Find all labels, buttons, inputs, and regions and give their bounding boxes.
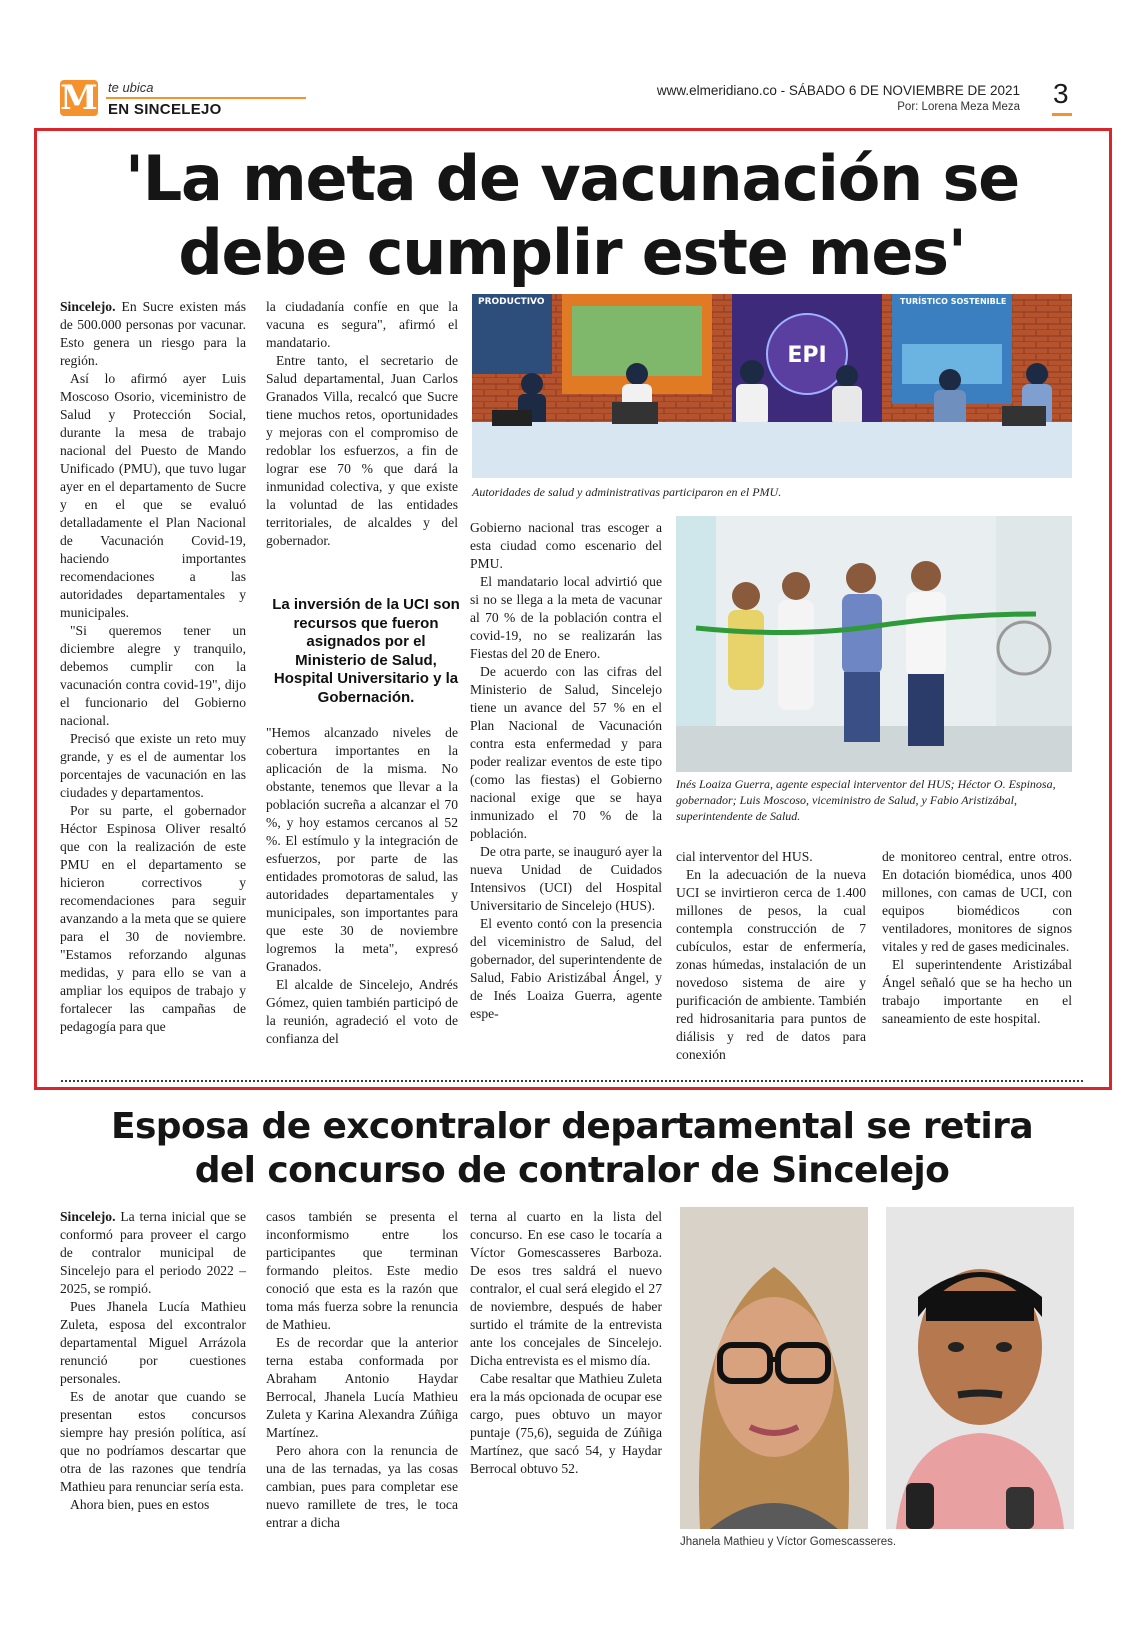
story2-column-2 [266, 1208, 458, 1532]
photo2-caption: Inés Loaiza Guerra, agente especial interventor del HUS; Héctor O. Espinosa, gobernador; Luis Moscoso, viceministro de Salud, y Fabio Aristizábal, superintendente de Salud. [676, 777, 1056, 823]
story1-paragraph: De otra parte, se inauguró ayer la nueva Unidad de Cuidados Intensivos (UCI) del Hospital Universitario de Sincelejo (HUS). [470, 844, 662, 913]
banner-text-right: TURÍSTICO SOSTENIBLE [900, 297, 1007, 306]
story1-column-2b [266, 724, 458, 1048]
paragraph-text: En Sucre existen más de 500.000 personas por vacunar. Esto genera un riesgo para la región. [60, 299, 246, 368]
story1-paragraph: El mandatario local advirtió que si no se llega a la meta de vacunar al 70 % de la población contra el covid-19, no se realizarán las Fiestas del 20 de Enero. [470, 574, 662, 661]
story2-paragraph: Ahora bien, pues en estos [70, 1497, 210, 1512]
story1-paragraph: cial interventor del HUS. [676, 849, 813, 864]
meeting-illustration [472, 294, 1072, 478]
story1-paragraph: la ciudadanía confíe en que la vacuna es segura", afirmó el mandatario. [266, 299, 458, 350]
story2-paragraph [60, 1208, 246, 1298]
banner-text-center: EPI [787, 343, 827, 368]
newspaper-logo: M [60, 78, 98, 118]
story1-paragraph: De acuerdo con las cifras del Ministerio de Salud, Sincelejo tiene un avance del 57 % en el Plan Nacional de Vacunación contra esta enfermedad y para poder realizar eventos de este tipo (como las fiestas) el Gobierno nacional exige que se haya inmunizado el 70 % de la población. [470, 664, 662, 841]
story1-paragraph: de monitoreo central, entre otros. En dotación biomédica, unos 400 millones, con camas de UCI, con equipos biomédicos con ventiladores, monitores de signos vitales y red de gases medicinales. [882, 849, 1072, 954]
story1-headline-line2: debe cumplir este mes' [178, 216, 966, 289]
story1-paragraph: "Hemos alcanzado niveles de cobertura importantes en la aplicación de la misma. No obstante, tenemos que llevar a la población sucreña a alcanzar el 70 %, y hoy estamos cercanos al 52 %. El estímulo y la integración de esfuerzos, por parte de las entidades promotoras de salud, las autoridades departamentales y municipales, son importantes para que este 30 de noviembre logremos la meta", expresó Granados. [266, 725, 458, 974]
story1-paragraph: Así lo afirmó ayer Luis Moscoso Osorio, viceministro de Salud y Protección Social, durante la mesa de trabajo nacional del Puesto de Mando Unificado (PMU), que tuvo lugar ayer en el departamento de Sucre y en el que se evaluó detalladamente el Plan Nacional de Vacunación Covid-19, haciendo importantes recomendaciones a las autoridades departamentales y municipales. [60, 371, 246, 620]
story1-paragraph: Gobierno nacional tras escoger a esta ciudad como escenario del PMU. [470, 520, 662, 571]
story2-headline-line2: del concurso de contralor de Sincelejo [194, 1150, 950, 1191]
logo-tagline: te ubica [108, 80, 154, 95]
story2-headline [40, 1105, 1104, 1193]
dotted-divider [60, 1079, 1084, 1083]
story1-paragraph [60, 298, 246, 370]
story1-paragraph: Por su parte, el gobernador Héctor Espinosa Oliver resaltó que con la realización de este PMU en el departamento se hicieron correctivos y recomendaciones para seguir avanzando a la meta que se quiere para el 30 de noviembre. "Estamos reforzando algunas medidas, y para ello se van a ampliar los equipos de trabajo y fortalecer las campañas de pedagogía para que [60, 803, 246, 1034]
woman-portrait-illustration [680, 1207, 868, 1529]
story1-column-1 [60, 298, 246, 1036]
story1-headline [40, 142, 1104, 290]
story1-column-3 [470, 519, 662, 1023]
story2-paragraph: Es de recordar que la anterior terna estaba conformada por Abraham Antonio Haydar Berrocal, Jhanela Lucía Mathieu Zuleta y Karina Alexandra Zúñiga Martínez. [266, 1335, 458, 1440]
story2-headline-line1: Esposa de excontralor departamental se retira [110, 1106, 1034, 1147]
story1-paragraph: Entre tanto, el secretario de Salud departamental, Juan Carlos Granados Villa, recalcó que Sucre tiene muchos retos, oportunidades y mejoras con el compromiso de redoblar los esfuerzos, a fin de lograr ese 70 % que dará la inmunidad colectiva, y que existe la voluntad de las entidades territoriales, de alcaldes y del gobernador. [266, 353, 458, 548]
header-divider [106, 97, 306, 99]
portrait-victor-gomescasseres [886, 1207, 1074, 1529]
story1-column-5 [882, 848, 1072, 1028]
story1-paragraph: En la adecuación de la nueva UCI se invirtieron cerca de 1.400 millones de pesos, la cual contempla construcción de 7 cubículos, estar de enfermería, zonas húmedas, instalación de un novedoso sistema de aire y purificación de ambiente. También red hidrosanitaria para puntos de diálisis y red de datos para conexión [676, 867, 866, 1062]
story2-paragraph: Pero ahora con la renuncia de una de las ternadas, ya las cosas cambian, pues para completar ese nuevo ramillete de tres, le toca entrar a dicha [266, 1443, 458, 1530]
photo1-caption: Autoridades de salud y administrativas participaron en el PMU. [472, 485, 782, 499]
story2-column-3 [470, 1208, 662, 1478]
story1-headline-line1: 'La meta de vacunación se [124, 142, 1020, 215]
story1-paragraph: El evento contó con la presencia del viceministro de Salud, del gobernador, del superintendente de Salud, Fabio Aristizábal Ángel, y de Inés Loaiza Guerra, agente espe- [470, 916, 662, 1021]
man-portrait-illustration [886, 1207, 1074, 1529]
uci-inauguration-photo [676, 516, 1072, 772]
story2-paragraph: Cabe resaltar que Mathieu Zuleta era la más opcionada de ocupar ese cargo, pues obtuvo un mayor puntaje (75,6), seguida de Zúñiga Martínez, que sacó 54, y Haydar Berrocal obtuvo 52. [470, 1371, 662, 1476]
page-number-underline [1052, 113, 1072, 116]
pull-quote: La inversión de la UCI son recursos que fueron asignados por el Ministerio de Salud, Hospital Universitario y la Gobernación. [272, 596, 460, 706]
story1-column-4 [676, 848, 866, 1064]
story1-paragraph: El alcalde de Sincelejo, Andrés Gómez, quien también participó de la reunión, agradeció el voto de confianza del [266, 977, 458, 1046]
story2-paragraph: terna al cuarto en la lista del concurso. En ese caso le tocaría a Víctor Gomescasseres Barboza. De esos tres saldrá el nuevo contralor, el cual será elegido el 27 de noviembre, después de haber surtido el trámite de la entrevista ante los concejales de Sincelejo. Dicha entrevista es el mismo día. [470, 1209, 662, 1368]
page-number: 3 [1053, 78, 1069, 109]
paragraph-text: La terna inicial que se conformó para proveer el cargo de contralor municipal de Sincelejo para el periodo 2022 – 2025, se rompió. [60, 1209, 246, 1296]
story2-paragraph: Pues Jhanela Lucía Mathieu Zuleta, esposa del excontralor departamental Miguel Arrázola renunció por cuestiones personales. [60, 1299, 246, 1386]
story1-paragraph: Precisó que existe un reto muy grande, y es el de aumentar los porcentajes de vacunación en las ciudades y departamentos. [60, 731, 246, 800]
dateline: Sincelejo. [60, 1209, 116, 1224]
section-name: EN SINCELEJO [108, 101, 222, 118]
dateline: Sincelejo. [60, 299, 116, 314]
story1-column-2a [266, 298, 458, 550]
story1-paragraph: El superintendente Aristizábal Ángel señaló que se ha hecho un trabajo importante en el saneamiento de este hospital. [882, 957, 1072, 1026]
site-date: www.elmeridiano.co - SÁBADO 6 DE NOVIEMBRE DE 2021 [656, 83, 1020, 98]
portrait-jhanela-mathieu [680, 1207, 868, 1529]
banner-text-left: PRODUCTIVO [478, 297, 545, 307]
story2-paragraph: casos también se presenta el inconformismo entre los participantes que terminan formando pleitos. Este medio conoció que esta es la razón que toma más fuerza sobre la renuncia de Mathieu. [266, 1209, 458, 1332]
story2-paragraph: Es de anotar que cuando se presentan estos concursos siempre hay presión política, así que no podríamos descartar que otra de las razones que tendría Mathieu para renunciar sería esta. [60, 1389, 246, 1494]
story2-column-1 [60, 1208, 246, 1514]
byline: Por: Lorena Meza Meza [897, 101, 1020, 113]
ribbon-cutting-illustration [676, 516, 1072, 772]
portraits-caption: Jhanela Mathieu y Víctor Gomescasseres. [680, 1536, 897, 1548]
story1-paragraph: "Si queremos tener un diciembre alegre y tranquilo, debemos cumplir con la vacunación contra covid-19", dijo el funcionario del Gobierno nacional. [60, 623, 246, 728]
pmu-meeting-photo [472, 294, 1072, 478]
